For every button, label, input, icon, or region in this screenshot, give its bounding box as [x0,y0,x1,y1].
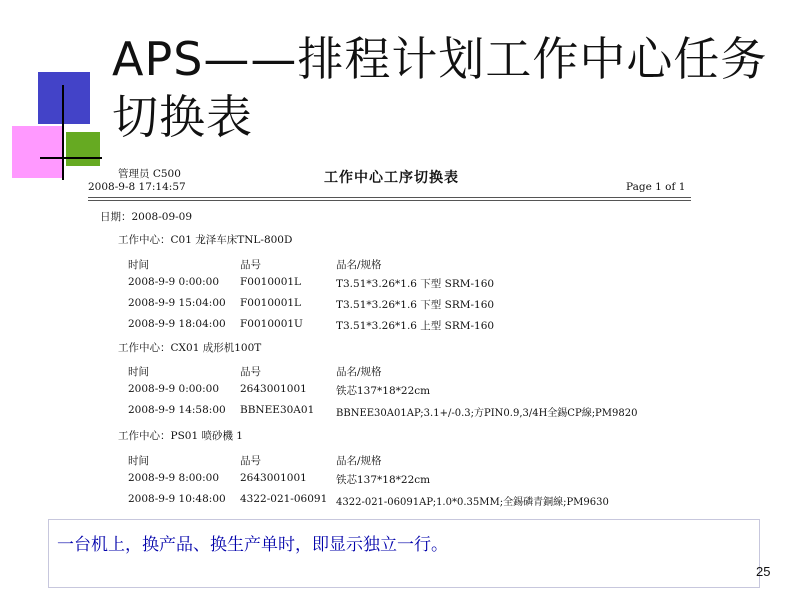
row-time: 2008-9-9 15:04:00 [128,297,226,309]
row-time: 2008-9-9 14:58:00 [128,404,226,416]
col-header-time: 时间 [128,366,149,378]
report-admin: 管理员 C500 [118,168,181,180]
row-name: 铁芯137*18*22cm [336,474,431,486]
work-center-label: 工作中心：CX01 成形机100T [118,342,262,354]
decor-horizontal-line [40,157,102,159]
report-header-rule-2 [88,200,691,201]
row-name: 铁芯137*18*22cm [336,385,431,397]
decor-vertical-line [62,85,64,180]
page-number: 25 [756,564,771,579]
row-part: 2643001001 [240,472,307,484]
row-part: F0010001L [240,276,302,288]
decor-blue-square [38,72,90,124]
col-header-time: 时间 [128,259,149,271]
decor-pink-square [12,126,64,178]
row-part: BBNEE30A01 [240,404,315,416]
slide-title [112,30,792,146]
col-header-part: 品号 [240,455,261,467]
row-part: 4322-021-06091 [240,493,328,505]
slide-title-line1: APS——排程计划工作中心任务 [112,32,768,86]
work-center-label: 工作中心：PS01 喷砂機 1 [118,430,243,442]
row-name: 4322-021-06091AP;1.0*0.35MM;全錫磷青銅線;PM9630 [336,497,609,508]
col-header-name: 品名/规格 [336,259,382,271]
col-header-name: 品名/规格 [336,455,382,467]
col-header-part: 品号 [240,366,261,378]
row-time: 2008-9-9 8:00:00 [128,472,219,484]
report-page-indicator: Page 1 of 1 [626,181,686,193]
row-time: 2008-9-9 10:48:00 [128,493,226,505]
row-name: BBNEE30A01AP;3.1+/-0.3;方PIN0.9,3/4H全錫CP線;PM9820 [336,408,638,419]
row-name: T3.51*3.26*1.6 下型 SRM-160 [336,278,495,290]
col-header-time: 时间 [128,455,149,467]
note-text: 一台机上，换产品、换生产单时，即显示独立一行。 [57,535,448,555]
col-header-part: 品号 [240,259,261,271]
row-part: F0010001L [240,297,302,309]
report-datetime: 2008-9-8 17:14:57 [88,181,186,193]
work-center-label: 工作中心：C01 龙泽车床TNL-800D [118,234,293,246]
slide-title-line2: 切换表 [112,90,253,144]
row-name: T3.51*3.26*1.6 上型 SRM-160 [336,320,495,332]
row-name: T3.51*3.26*1.6 下型 SRM-160 [336,299,495,311]
report-title: 工作中心工序切换表 [324,170,459,186]
col-header-name: 品名/规格 [336,366,382,378]
row-part: F0010001U [240,318,303,330]
row-part: 2643001001 [240,383,307,395]
report-date-line: 日期：2008-09-09 [100,211,193,223]
report-screenshot [88,160,693,530]
row-time: 2008-9-9 0:00:00 [128,276,219,288]
note-box [48,519,760,588]
row-time: 2008-9-9 18:04:00 [128,318,226,330]
row-time: 2008-9-9 0:00:00 [128,383,219,395]
report-header-rule [88,197,691,198]
